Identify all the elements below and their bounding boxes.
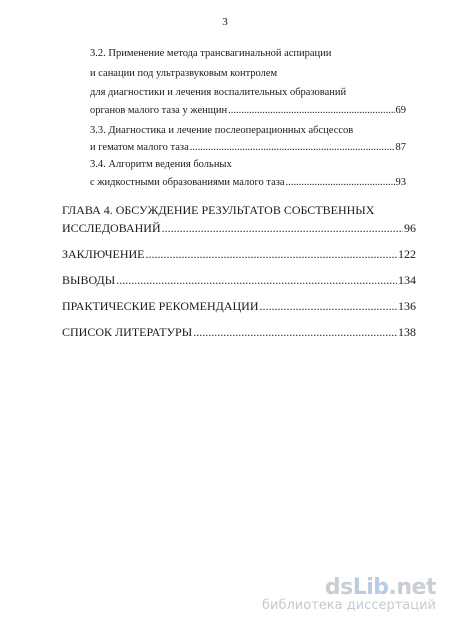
dot-leader [193, 325, 397, 340]
dot-leader [162, 221, 403, 236]
toc-conclusion-page: 122 [398, 247, 416, 261]
toc-3-3-line-1: 3.3. Диагностика и лечение послеоперационных абсцессов [90, 125, 354, 136]
toc-chapter-4-page: 96 [404, 221, 416, 235]
dot-leader [190, 141, 395, 154]
toc-findings-title: ВЫВОДЫ [62, 273, 116, 287]
toc-3-2-page: 69 [395, 105, 406, 116]
toc-recommendations-page: 136 [398, 299, 416, 313]
toc-3-2-line-3: для диагностики и лечения воспалительных образований [90, 87, 347, 98]
toc-3-4-entry[interactable] [90, 176, 406, 189]
toc-3-2-line-1: 3.2. Применение метода трансвагинальной аспирации [90, 48, 332, 59]
toc-findings-page: 134 [398, 273, 416, 287]
toc-3-3-page: 87 [395, 142, 406, 153]
watermark-tagline: библиотека диссертаций [262, 598, 436, 613]
toc-recommendations-title: ПРАКТИЧЕСКИЕ РЕКОМЕНДАЦИИ [62, 299, 259, 313]
toc-3-2-line-4: органов малого таза у женщин [90, 105, 228, 116]
page-number: 3 [222, 16, 228, 28]
toc-3-2-line-2: и санации под ультразвуковым контролем [90, 68, 278, 79]
toc-references-entry[interactable] [62, 325, 416, 340]
toc-chapter-4-line-1: ГЛАВА 4. ОБСУЖДЕНИЕ РЕЗУЛЬТАТОВ СОБСТВЕННЫХ [62, 203, 375, 217]
toc-3-4-line-2: с жидкостными образованиями малого таза [90, 177, 285, 188]
toc-findings-entry[interactable] [62, 273, 416, 288]
dot-leader [286, 176, 395, 189]
watermark [262, 575, 436, 613]
toc-chapter-4-entry[interactable] [62, 221, 416, 236]
dot-leader [260, 299, 398, 314]
toc-references-title: СПИСОК ЛИТЕРАТУРЫ [62, 325, 193, 339]
dot-leader [228, 104, 394, 117]
toc-3-2-entry[interactable] [90, 104, 406, 117]
toc-3-3-line-2: и гематом малого таза [90, 142, 189, 153]
dot-leader [146, 247, 398, 262]
toc-references-page: 138 [398, 325, 416, 339]
watermark-logo: dsLib.net [324, 575, 436, 600]
toc-chapter-4-line-2: ИССЛЕДОВАНИЙ [62, 221, 161, 235]
toc-conclusion-entry[interactable] [62, 247, 416, 262]
dot-leader [116, 273, 397, 288]
toc-recommendations-entry[interactable] [62, 299, 416, 314]
toc-conclusion-title: ЗАКЛЮЧЕНИЕ [62, 247, 145, 261]
toc-3-3-entry[interactable] [90, 141, 406, 154]
toc-3-4-page: 93 [395, 177, 406, 188]
toc-3-4-line-1: 3.4. Алгоритм ведения больных [90, 159, 232, 170]
